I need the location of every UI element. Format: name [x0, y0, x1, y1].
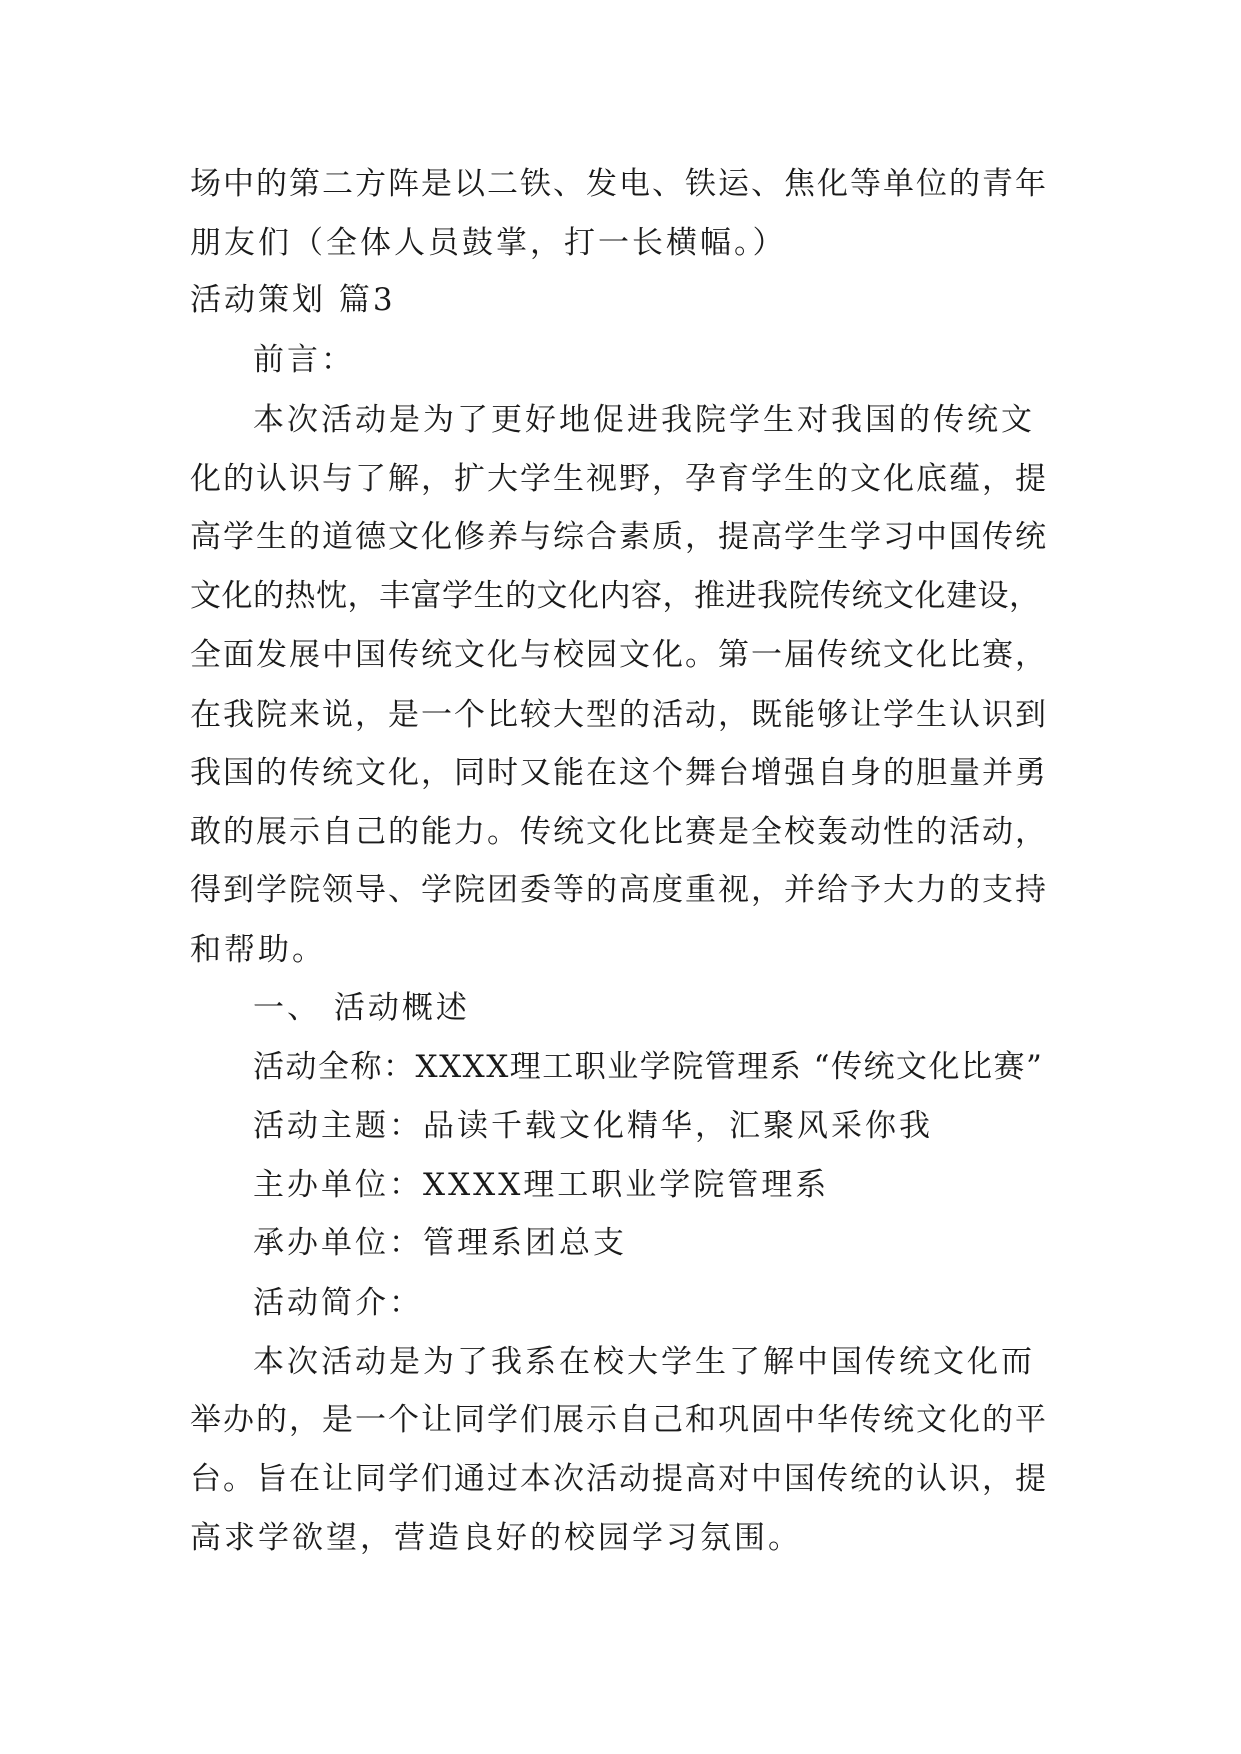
body-text-line: 我国的传统文化，同时又能在这个舞台增强自身的胆量并勇 [190, 755, 1048, 791]
body-text-line: 台。旨在让同学们通过本次活动提高对中国传统的认识，提 [190, 1461, 1048, 1497]
body-text-line: 在我院来说，是一个比较大型的活动，既能够让学生认识到 [190, 697, 1048, 733]
body-text-line: 本次活动是为了更好地促进我院学生对我国的传统文 [253, 402, 1035, 438]
activity-theme: 活动主题：品读千载文化精华，汇聚风采你我 [253, 1108, 933, 1144]
body-text-line: 举办的，是一个让同学们展示自己和巩固中华传统文化的平 [190, 1402, 1048, 1438]
preface-label: 前言： [253, 342, 355, 378]
body-text-line: 朋友们（全体人员鼓掌，打一长横幅。） [190, 225, 787, 261]
body-text-line: 得到学院领导、学院团委等的高度重视，并给予大力的支持 [190, 872, 1048, 908]
subsection-heading: 一、 活动概述 [253, 990, 470, 1026]
body-text-line: 本次活动是为了我系在校大学生了解中国传统文化而 [253, 1344, 1035, 1380]
body-text-line: 文化的热忱，丰富学生的文化内容，推进我院传统文化建设， [190, 578, 1041, 614]
body-text-line: 高学生的道德文化修养与综合素质，提高学生学习中国传统 [190, 519, 1048, 555]
body-text-line: 敢的展示自己的能力。传统文化比赛是全校轰动性的活动， [190, 814, 1048, 850]
section-heading: 活动策划 篇3 [190, 282, 396, 318]
body-text-line: 和帮助。 [190, 932, 326, 968]
body-text-line: 全面发展中国传统文化与校园文化。第一届传统文化比赛， [190, 637, 1048, 673]
body-text-line: 化的认识与了解，扩大学生视野，孕育学生的文化底蕴，提 [190, 461, 1048, 497]
activity-intro-label: 活动简介： [253, 1285, 423, 1321]
body-text-line: 场中的第二方阵是以二铁、发电、铁运、焦化等单位的青年 [190, 166, 1048, 202]
organizer: 主办单位：XXXX理工职业学院管理系 [253, 1167, 830, 1203]
co-organizer: 承办单位：管理系团总支 [253, 1225, 627, 1261]
body-text-line: 高求学欲望，营造良好的校园学习氛围。 [190, 1520, 802, 1556]
activity-full-name: 活动全称：XXXX理工职业学院管理系 “传统文化比赛” [253, 1049, 1044, 1085]
